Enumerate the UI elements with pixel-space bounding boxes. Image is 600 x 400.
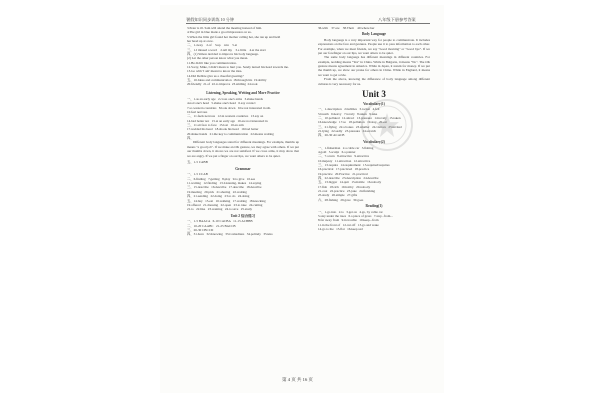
section-heading: Unit 2 综合练习 bbox=[230, 213, 256, 218]
answer-line: 21.lying 22.sadly 23.pressure 24.scratch bbox=[318, 129, 376, 134]
answer-line: 7.so western countries 8.look down 9.be not interested in sth. bbox=[187, 105, 271, 110]
answer-line: 4.gold 5.sculpt 6.a painter bbox=[318, 149, 356, 154]
answer-line: 四、(1) Simon decided to improve his body language. bbox=[187, 52, 259, 57]
answer-line: 五、14.buy 15.eat 16.walking 17.waiting 18.knocking bbox=[187, 198, 266, 203]
spacer bbox=[187, 87, 299, 90]
header-rule bbox=[186, 23, 430, 24]
answer-line: 四、21.sending 22.doing 23.to do 24.doing bbox=[187, 194, 250, 199]
answer-line: 21.to 22.like 23.wanting 24.to save 25.study bbox=[187, 207, 253, 212]
answer-line: 5.stay under the trees 6.a piece of grass 7.stay...from... bbox=[318, 214, 393, 219]
answer-line: 19.meeting 20.pick 21.sharing 22.waiting bbox=[187, 189, 247, 194]
answer-line: 8.far away from 9.in trouble 10.keep...from bbox=[318, 218, 379, 223]
answer-line: 20.shake hands 21.the key to communication 22.means waiting bbox=[187, 131, 274, 136]
page-number: 第 4 页 共 16 页 bbox=[282, 377, 314, 382]
answer-line: 12.Sorry, Mike, I didn't mean to hurt you. Sandy turned his head towards me. bbox=[187, 65, 289, 70]
answer-line: 二、11.feels nervous 12.in western countries 13.say on bbox=[187, 114, 264, 119]
answer-line: 三、15.describe 16.describe 17.describe 18.describe bbox=[187, 185, 262, 190]
answer-line: 20.friendly 21.of 22.to improve 23.smiling 24.took bbox=[187, 82, 258, 87]
answer-line: 六、28.fishing 29.gave 30.goes bbox=[318, 197, 364, 202]
answer-line: 二、10.polluted 12.attract 13.pressure 14.lovely 15.taken bbox=[318, 116, 401, 121]
answer-line: 16.practical 17.practiced 18.practice bbox=[318, 167, 370, 172]
answer-line: 11.waiting 12.finding 13.Listening, makes 14.saying bbox=[187, 181, 262, 186]
answer-paragraph: The same body language has different meanings in different countries. For example, nodding means "Yes" in China. While in Bulgaria, it means "No". The OK gesture means agreement in America. While in Japan, it stands for money. If we put the thumb up, we show our praise for others in China. While in England, it means we want to get a ride. bbox=[318, 55, 430, 77]
section-heading: Vocabulary(1) bbox=[363, 101, 385, 106]
answer-line: 一、1.description 2.bubbles 3.rocket 4.fell bbox=[318, 107, 380, 112]
answer-line: 一、1.go into 2.to 3.get on 4.go, by cable car bbox=[318, 209, 383, 214]
answer-line: 一、1.fisherman 2.a cable car 3.fishing bbox=[318, 145, 374, 150]
answer-line: 三、1.I missed a word 2.tell my 3.a little 4.at the start bbox=[187, 47, 266, 52]
answer-paragraph: From the above, knowing the difference of body language among different cultures is very necessary for us. bbox=[318, 77, 430, 86]
answer-line: 二、16-20 CAABC 21-25 BACCB bbox=[187, 223, 236, 228]
section-heading: Vocabulary(2) bbox=[363, 139, 385, 144]
answer-line: 14.bad better not 15.at an early age 16.are not interested in bbox=[187, 118, 268, 123]
section-heading: Listening, Speaking, Writing and More Practice bbox=[206, 91, 280, 96]
answer-line: 三、26-30 CBCCD bbox=[187, 227, 214, 232]
answer-line: 一、1-5 BAACA 6-10 CACBA 11-15 ACBBB bbox=[187, 219, 253, 224]
answer-line: 四、26-30 ACACB bbox=[318, 133, 345, 138]
answer-line: 五、16.Ideas and communication 18.through his 19.ability bbox=[187, 78, 267, 83]
answer-paragraph: Body language is a very important way for people to communicate. It includes expressions on the face and gestures. People use it to pass information to each other. For example, when we meet friends, we say "Good morning" or "Good bye". If we put our forefinger on our lips, we want others to be quiet. bbox=[318, 38, 430, 56]
answer-line: 14.Did Debbie give us a cheerful greeting? bbox=[187, 73, 244, 78]
answer-line: 25.study 26.simple 27.gifts bbox=[318, 193, 358, 198]
answer-line: 二、1.away 2.of 3.up 4.in 5.at bbox=[187, 43, 238, 48]
left-column bbox=[187, 26, 299, 237]
answer-line: 三、21.flying 22.a bonus 23.smaller 24.visitors 25.invited bbox=[318, 124, 402, 129]
answer-line: 一、1.as an early age 2.cross one's arms 3.shake hands bbox=[187, 97, 263, 102]
answer-line: 三、13.require 14.requirement 15.required/requires bbox=[318, 162, 390, 167]
answer-line: 二、6.finding 7.getting 8.play 9.to give 10.see bbox=[187, 176, 256, 181]
answer-line: 14.go to the 15.flat 16.keep sad bbox=[318, 227, 363, 232]
answer-line: 19.practice 20.Practice 21.practical bbox=[318, 171, 368, 176]
header-right: 八年级下册参考答案 bbox=[378, 17, 416, 22]
answer-line: 17.fish 18.rich 19.hobby 20.nobody bbox=[318, 184, 371, 189]
answer-line: 16.knowledge 17.so 18.pollution 19.stay 20.eat bbox=[318, 120, 387, 125]
answer-line: 19.offered 21.dressing 22.open 23.to take 24.cutting bbox=[187, 202, 263, 207]
answer-line: 10.majesty 11.attraction 12.attractive bbox=[318, 158, 371, 163]
answer-line: 4.nod one's head 5.shake one's head 6.say contact bbox=[187, 101, 256, 106]
answer-line: 11.in the front of 12.cut off 13.go and wake bbox=[318, 222, 379, 227]
section-heading: Grammar bbox=[235, 166, 251, 171]
answer-line: 5.When the little girl found her mother calling her, she ran up and held bbox=[187, 34, 281, 39]
answer-line: 5.breath 6.heavy 7.lovely 8.taken 9.take bbox=[318, 111, 378, 116]
answer-line: 一、1-5 CCAB bbox=[187, 172, 208, 177]
answer-line: 13.Go with 'I am' meant to know the idea. bbox=[187, 69, 243, 74]
answer-line: 36.with 37.are 38.Their 40.where her bbox=[318, 26, 375, 30]
answer-line: her head up at once. bbox=[187, 39, 214, 44]
answer-line: 11.He didn't like you communication. bbox=[187, 60, 237, 65]
section-heading: Reading(1) bbox=[365, 204, 383, 208]
answer-line: 四、31.have 32.Knowing 33.Comedians 34.politely 35.kiss bbox=[187, 232, 273, 237]
answer-line: 21.cost 22.practice 23.joke 24.finishing bbox=[318, 188, 376, 193]
answer-line: 17.nodded his head 18.shook his head 19.bad better bbox=[187, 127, 259, 132]
answer-line: 4.The girl in blue made a good impression on us. bbox=[187, 30, 252, 35]
section-heading: Body Language bbox=[361, 32, 387, 37]
unit-title: Unit 3 bbox=[362, 88, 386, 99]
watermark-seal-icon bbox=[360, 98, 414, 152]
answer-line: 五、13.bigger 14.quit 15.mobile 16.nobody bbox=[318, 180, 382, 185]
answer-line: (2) Let the other person know what you mean. bbox=[187, 56, 249, 61]
answer-line: 二、7.a turn 8.attractive 9.attractive bbox=[318, 154, 370, 159]
header-left: 暑假知识同步训练 10 分钟 bbox=[186, 17, 235, 22]
answer-line: 四、22.describe 23.description 24.describe bbox=[318, 175, 379, 180]
answer-line: 五、1-5 CABB bbox=[187, 160, 208, 165]
answer-line: 3.Peter is ill. Sam will attend the meeting instead of him. bbox=[187, 26, 262, 30]
answer-paragraph: Different body languages stand for different meanings. For example, thumbs up means "a good job". If we make an OK gesture, we may agree with others. If we put our thumbs down, it shows we are not satisfied. If we cross arms, it may show that we are angry. If we put a finger on our lips, we want others to be quiet. bbox=[187, 140, 299, 158]
answer-line: 四、 bbox=[187, 136, 194, 141]
answer-line: 10.feel nervous bbox=[187, 110, 208, 115]
answer-line: 三、11.sit face to face 15.lost 16.an arm bbox=[187, 123, 244, 128]
